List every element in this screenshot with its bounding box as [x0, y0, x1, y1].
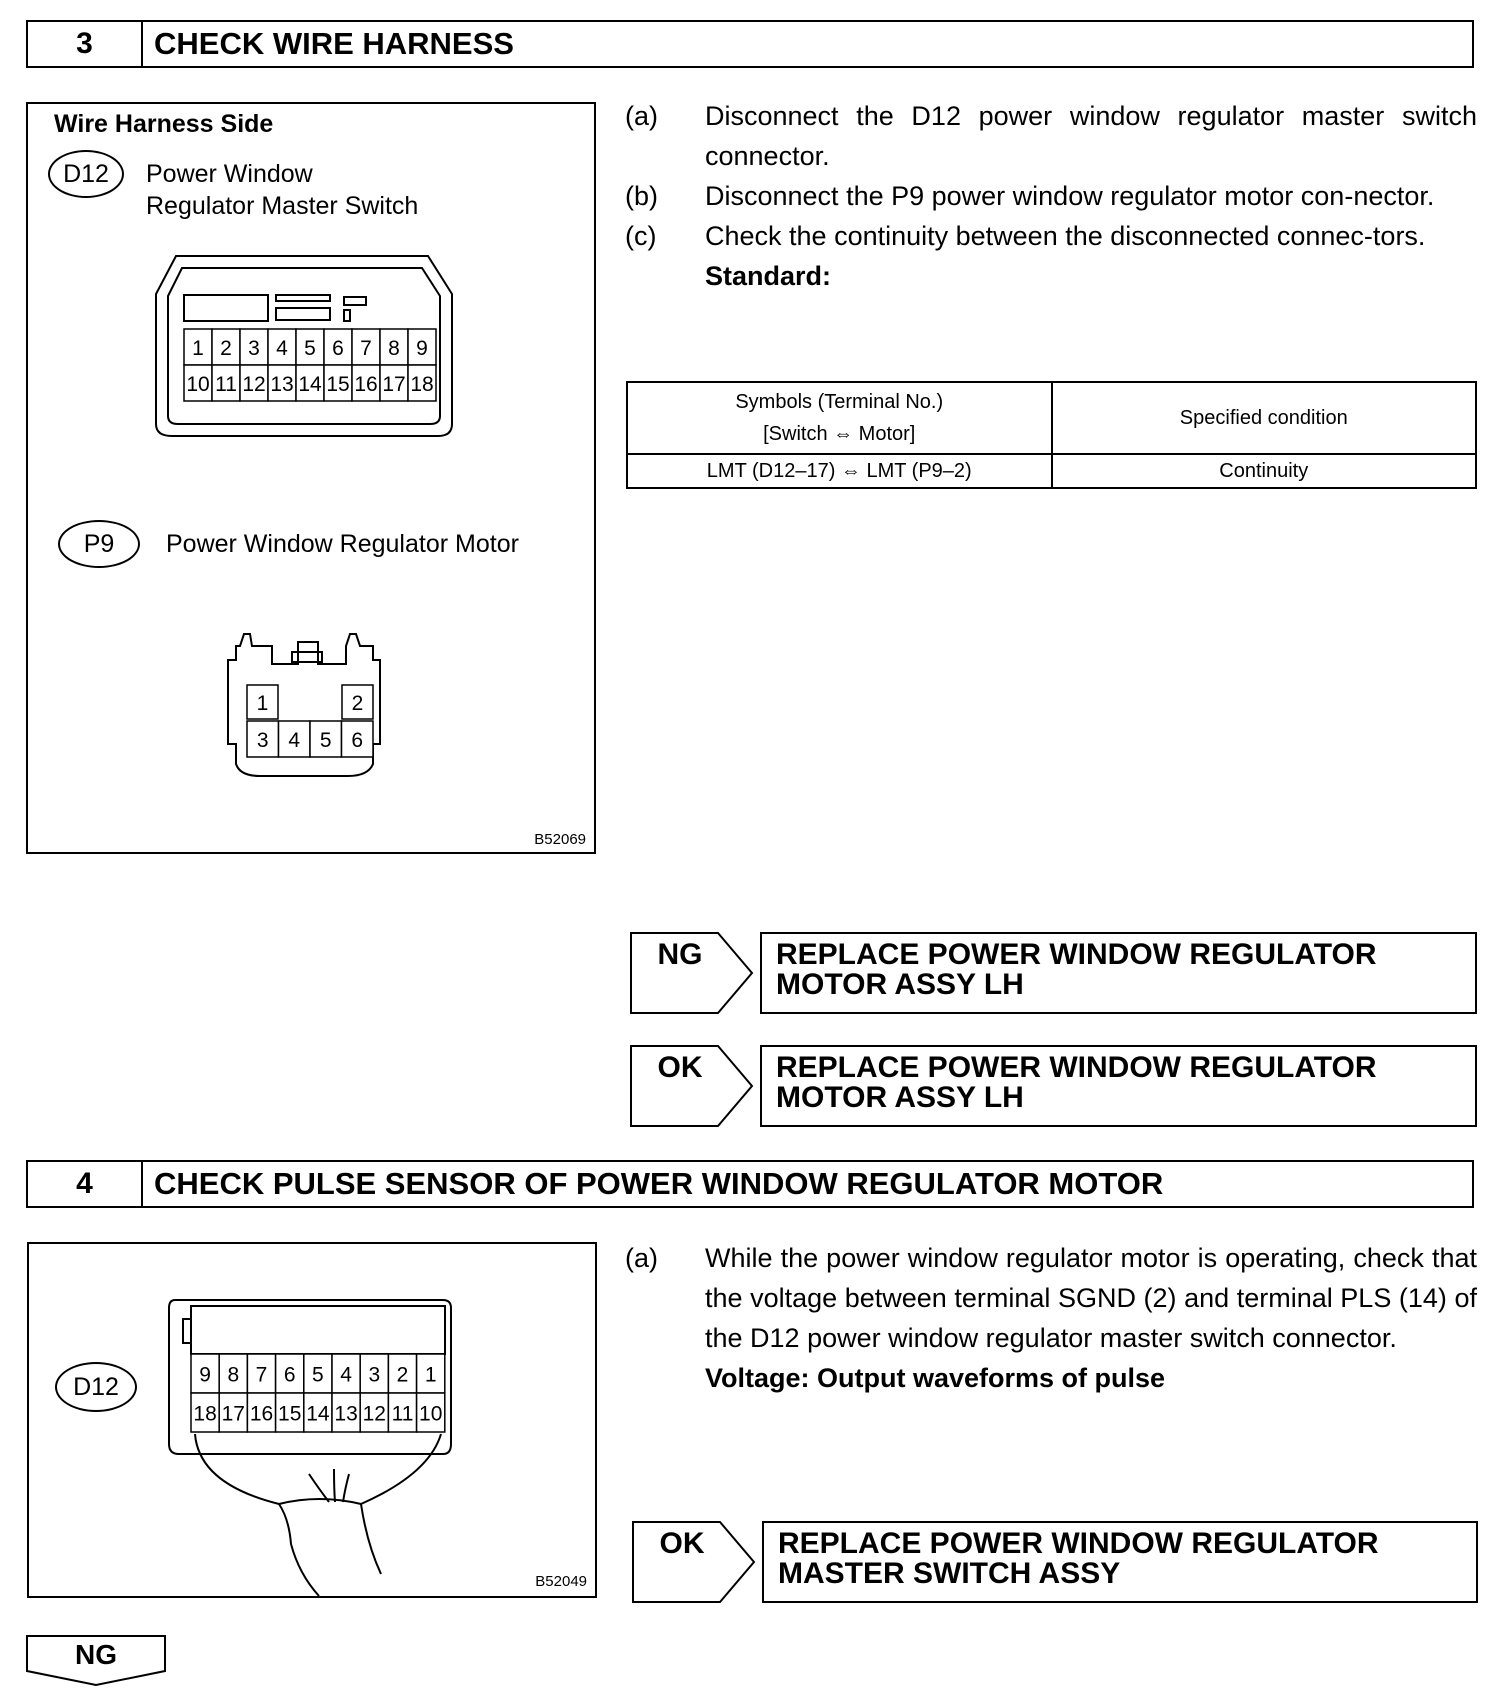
result-ok: [632, 1521, 1478, 1603]
instruction-list: [625, 1238, 1477, 1398]
cell-symbols: LMT (D12–17) ⇔ LMT (P9–2): [627, 454, 1052, 488]
connector-name-line: Regulator Master Switch: [146, 192, 419, 220]
step-4-header: [26, 1160, 1474, 1208]
pin-number: 12: [242, 373, 266, 396]
pin-number: 9: [199, 1363, 211, 1387]
table-row: [627, 454, 1476, 488]
pin-number: 13: [270, 373, 294, 396]
result-action: [760, 932, 1477, 1014]
pin-number: 11: [391, 1402, 414, 1426]
figure-id: B52049: [535, 1573, 587, 1590]
result-tag: NG: [657, 938, 703, 971]
result-ok: [630, 1045, 1477, 1127]
pin-number: 3: [256, 729, 269, 752]
result-action: [760, 1045, 1477, 1127]
header-line: [Switch ⇔ Motor]: [763, 423, 916, 445]
instruction-text: While the power window regulator motor is operating, check that the voltage between terminal SGND (2) and terminal PLS (14) of the D12 power window regulator master switch connector.: [705, 1243, 1477, 1353]
pin-number: 4: [288, 729, 301, 752]
wire-harness-figure: [26, 102, 596, 854]
pin-number: 17: [221, 1402, 245, 1426]
pin-number: 5: [312, 1363, 324, 1387]
p9-pin-grid: [247, 685, 373, 757]
figure-id: B52069: [534, 831, 586, 848]
header-line: Symbols (Terminal No.): [735, 391, 944, 413]
step-3-header: [26, 20, 1474, 68]
pin-number: 1: [256, 692, 269, 715]
instruction-item: [625, 96, 1477, 176]
pin-number: 13: [334, 1402, 358, 1426]
pin-number: 4: [340, 1363, 352, 1387]
pin-number: 8: [227, 1363, 240, 1387]
connector-name-p9: Power Window Regulator Motor: [166, 530, 519, 558]
step-title: CHECK PULSE SENSOR OF POWER WINDOW REGULATOR MOTOR: [154, 1166, 1164, 1201]
pin-number: 5: [319, 729, 332, 752]
action-line: REPLACE POWER WINDOW REGULATOR: [778, 1527, 1379, 1560]
pin-number: 7: [360, 337, 372, 360]
pin-number: 9: [416, 337, 428, 360]
instruction-text: Check the continuity between the disconnected connec-tors.: [705, 221, 1426, 251]
pin-number: 1: [424, 1363, 437, 1387]
pin-number: 2: [396, 1363, 409, 1387]
pin-number: 17: [382, 373, 406, 396]
result-tag: OK: [657, 1051, 703, 1084]
pin-number: 8: [388, 337, 400, 360]
connector-name-line: Power Window: [146, 160, 313, 188]
instruction-list: [625, 96, 1477, 296]
pin-number: 10: [186, 373, 210, 396]
instruction-text: Disconnect the D12 power window regulator master switch connector.: [705, 101, 1477, 171]
pin-number: 10: [419, 1402, 443, 1426]
step-title: CHECK WIRE HARNESS: [154, 26, 514, 61]
pin-number: 6: [332, 337, 344, 360]
instruction-item: [625, 1238, 1477, 1358]
pin-number: 3: [368, 1363, 381, 1387]
result-tag: OK: [659, 1527, 705, 1560]
instruction-label: (a): [625, 1243, 658, 1273]
cell-condition: Continuity: [1052, 454, 1477, 488]
connector-code-p9: P9: [58, 520, 140, 568]
pin-number: 3: [248, 337, 260, 360]
pin-number: 5: [304, 337, 316, 360]
instruction-label: (a): [625, 101, 658, 131]
pin-number: 2: [220, 337, 232, 360]
action-line: MOTOR ASSY LH: [776, 968, 1024, 1001]
connector-code-d12: D12: [48, 150, 124, 198]
pin-number: 15: [326, 373, 350, 396]
standard-label: Standard:: [705, 261, 832, 291]
pulse-sensor-figure: [27, 1242, 597, 1598]
pin-number: 15: [278, 1402, 302, 1426]
d12-pin-grid: [191, 1354, 445, 1432]
d12-connector-shape: [169, 1300, 451, 1596]
pin-number: 14: [298, 373, 322, 396]
pin-number: 1: [192, 337, 204, 360]
instruction-item: [625, 176, 1477, 216]
connector-drawings: [28, 104, 594, 852]
step-number: 3: [28, 22, 143, 66]
connector-code-d12: D12: [55, 1362, 137, 1412]
result-ng: [630, 932, 1477, 1014]
next-tag: NG: [75, 1639, 117, 1670]
action-line: REPLACE POWER WINDOW REGULATOR: [776, 1051, 1377, 1084]
table-header-symbols: [627, 382, 1052, 454]
pin-number: 7: [255, 1363, 268, 1387]
pin-number: 12: [362, 1402, 386, 1426]
figure-heading: Wire Harness Side: [54, 110, 274, 138]
action-line: MASTER SWITCH ASSY: [778, 1557, 1121, 1590]
pin-number: 6: [283, 1363, 296, 1387]
specification-table: [626, 381, 1477, 489]
instruction-label: (c): [625, 221, 657, 251]
d12-pin-grid: [184, 329, 436, 401]
pin-number: 11: [215, 373, 237, 396]
pin-number: 16: [249, 1402, 274, 1426]
pin-number: 2: [351, 692, 364, 715]
next-ng-arrow: [26, 1635, 166, 1687]
instruction-label: (b): [625, 181, 658, 211]
result-action: [762, 1521, 1478, 1603]
step-number: 4: [28, 1162, 143, 1206]
pin-number: 16: [354, 373, 378, 396]
instruction-text: Disconnect the P9 power window regulator motor con-nector.: [705, 181, 1435, 211]
connector-drawing: [29, 1244, 595, 1596]
pin-number: 14: [306, 1402, 330, 1426]
instruction-item: [625, 216, 1477, 256]
voltage-label: Voltage: Output waveforms of pulse: [705, 1363, 1166, 1393]
action-line: REPLACE POWER WINDOW REGULATOR: [776, 938, 1377, 971]
pin-number: 4: [276, 337, 288, 360]
pin-number: 18: [193, 1402, 217, 1426]
table-header-condition: Specified condition: [1052, 382, 1477, 454]
pin-number: 6: [351, 729, 364, 752]
action-line: MOTOR ASSY LH: [776, 1081, 1024, 1114]
pin-number: 18: [410, 373, 434, 396]
table-header-row: [627, 382, 1476, 454]
